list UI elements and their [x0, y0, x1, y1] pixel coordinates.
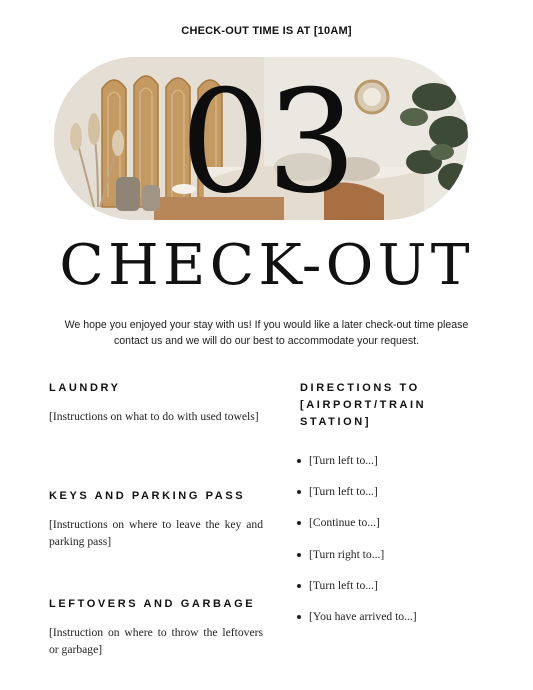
directions-column	[300, 380, 500, 623]
direction-step: [Turn left to...]	[300, 454, 417, 485]
direction-step: [Turn left to...]	[300, 485, 417, 516]
direction-step: [You have arrived to...]	[300, 610, 417, 641]
keys-body: [Instructions on where to leave the key and parking pass]	[49, 518, 263, 548]
directions-title: DIRECTIONS TO [AIRPORT/TRAIN STATION]	[300, 382, 427, 428]
laundry-section	[49, 380, 263, 425]
directions-list	[300, 454, 417, 641]
bullet-icon	[297, 459, 301, 463]
page-title: CHECK-OUT	[59, 233, 474, 298]
bullet-icon	[297, 553, 301, 557]
direction-step: [Turn right to...]	[300, 548, 417, 579]
bullet-icon	[297, 490, 301, 494]
leftovers-body: [Instruction on where to throw the leftovers or garbage]	[49, 626, 263, 656]
bullet-icon	[297, 615, 301, 619]
keys-title: KEYS AND PARKING PASS	[49, 490, 246, 502]
direction-step: [Turn left to...]	[300, 579, 417, 610]
section-number: 03	[180, 60, 353, 225]
laundry-body: [Instructions on what to do with used towels]	[49, 410, 259, 423]
checkout-time-note: CHECK-OUT TIME IS AT [10AM]	[181, 25, 352, 37]
direction-step: [Continue to...]	[300, 516, 417, 547]
laundry-title: LAUNDRY	[49, 382, 121, 394]
bullet-icon	[297, 521, 301, 525]
leftovers-title: LEFTOVERS AND GARBAGE	[49, 598, 256, 610]
intro-paragraph: We hope you enjoyed your stay with us! If you would like a later check-out time please contact us and we will do our best to accommodate your request.	[64, 319, 469, 347]
keys-section	[49, 488, 263, 550]
leftovers-section	[49, 596, 263, 658]
bullet-icon	[297, 584, 301, 588]
